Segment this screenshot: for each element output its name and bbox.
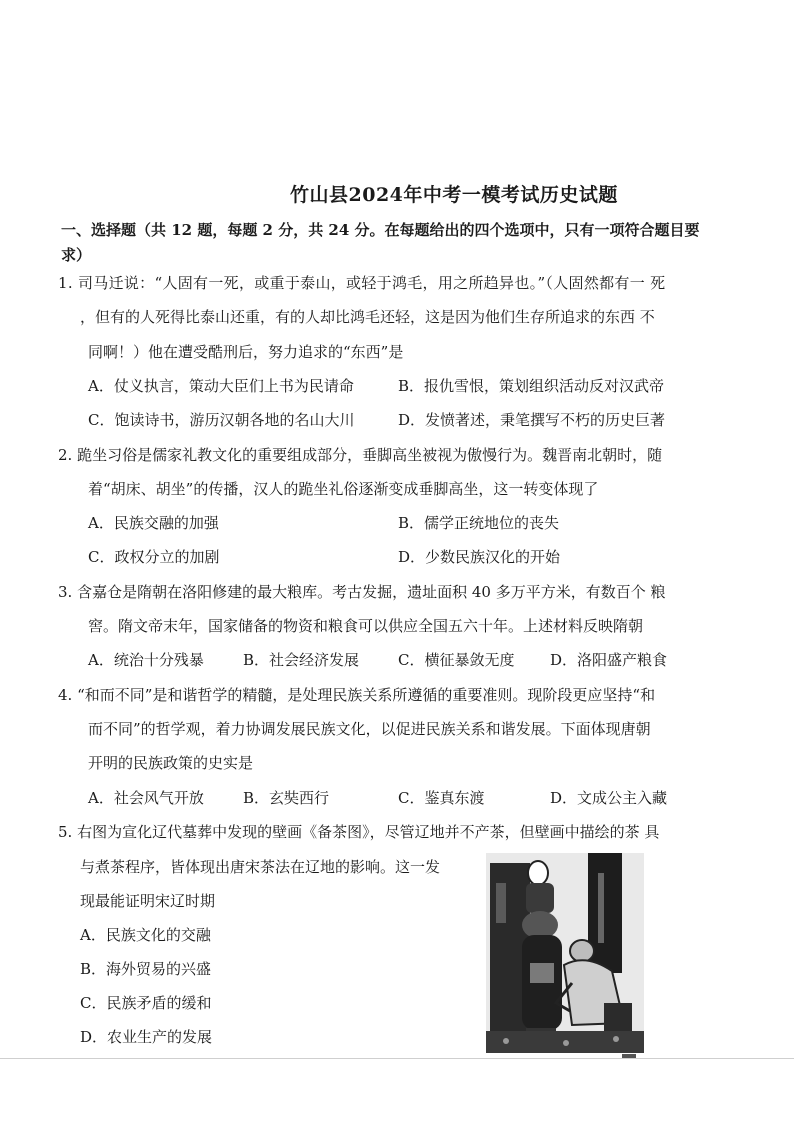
question-4-line-3: 开明的民族政策的史实是 — [88, 754, 254, 772]
question-1-option-b[interactable]: B．报仇雪恨，策划组织活动反对汉武帝 — [398, 377, 665, 395]
question-2-line-1: 2. 跪坐习俗是儒家礼教文化的重要组成部分，垂脚高坐被视为傲慢行为。魏晋南北朝时，随 — [58, 446, 663, 464]
question-5-line-2: 与煮茶程序，皆体现出唐宋茶法在辽地的影响。这一发 — [80, 858, 441, 876]
question-1-line-1: 1. 司马迁说：“人固有一死，或重于泰山，或轻于鸿毛，用之所趋异也。”（人固然都有一 死 — [58, 274, 666, 292]
question-5-option-c[interactable]: C．民族矛盾的缓和 — [80, 994, 212, 1012]
page-corner-mark — [622, 1054, 636, 1058]
question-2-option-d[interactable]: D．少数民族汉化的开始 — [398, 548, 561, 566]
question-3-option-d[interactable]: D．洛阳盛产粮食 — [550, 651, 668, 669]
question-2-option-a[interactable]: A．民族交融的加强 — [88, 514, 219, 532]
question-5-line-3: 现最能证明宋辽时期 — [80, 892, 216, 910]
question-4-line-1: 4. “和而不同”是和谐哲学的精髓，是处理民族关系所遵循的重要准则。现阶段更应坚持“和 — [58, 686, 656, 704]
question-2-line-2: 着“胡床、胡坐”的传播，汉人的跪坐礼俗逐渐变成垂脚高坐，这一转变体现了 — [88, 480, 599, 498]
question-1-line-2: ，但有的人死得比泰山还重，有的人却比鸿毛还轻，这是因为他们生存所追求的东西 不 — [80, 308, 655, 326]
page-title: 竹山县2024年中考一模考试历史试题 — [290, 184, 618, 206]
mural-illustration — [486, 853, 644, 1053]
question-2-option-c[interactable]: C．政权分立的加剧 — [88, 548, 220, 566]
question-1-option-a[interactable]: A．仗义执言，策动大臣们上书为民请命 — [88, 377, 354, 395]
question-3-option-b[interactable]: B．社会经济发展 — [243, 651, 360, 669]
question-1-option-c[interactable]: C．饱读诗书，游历汉朝各地的名山大川 — [88, 411, 355, 429]
question-4-line-2: 而不同”的哲学观，着力协调发展民族文化，以促进民族关系和谐发展。下面体现唐朝 — [88, 720, 651, 738]
question-5-option-d[interactable]: D．农业生产的发展 — [80, 1028, 213, 1046]
section-heading: 一、选择题（共 12 题，每题 2 分，共 24 分。在每题给出的四个选项中，只有一项符合题目要求） — [61, 221, 700, 264]
page-bottom-divider — [0, 1058, 794, 1059]
question-1-line-3: 同啊！）他在遭受酷刑后，努力追求的“东西”是 — [88, 343, 404, 361]
question-1-option-d[interactable]: D．发愤著述，秉笔撰写不朽的历史巨著 — [398, 411, 666, 429]
question-3-line-2: 窖。隋文帝末年，国家储备的物资和粮食可以供应全国五六十年。上述材料反映隋朝 — [88, 617, 644, 635]
question-3-option-c[interactable]: C．横征暴敛无度 — [398, 651, 515, 669]
question-2-option-b[interactable]: B．儒学正统地位的丧失 — [398, 514, 560, 532]
question-3-option-a[interactable]: A．统治十分残暴 — [88, 651, 204, 669]
question-3-line-1: 3. 含嘉仓是隋朝在洛阳修建的最大粮库。考古发掘，遗址面积 40 多万平方米，有数百个 粮 — [58, 583, 666, 601]
question-5-line-1: 5. 右图为宣化辽代墓葬中发现的壁画《备茶图》，尽管辽地并不产茶，但壁画中描绘的茶 具 — [58, 823, 660, 841]
tea-preparation-mural-image — [486, 853, 644, 1053]
question-4-option-a[interactable]: A．社会风气开放 — [88, 789, 204, 807]
question-4-option-b[interactable]: B．玄奘西行 — [243, 789, 330, 807]
question-4-option-d[interactable]: D．文成公主入藏 — [550, 789, 668, 807]
question-5-option-b[interactable]: B．海外贸易的兴盛 — [80, 960, 212, 978]
question-5-option-a[interactable]: A．民族文化的交融 — [80, 926, 211, 944]
question-4-option-c[interactable]: C．鉴真东渡 — [398, 789, 485, 807]
